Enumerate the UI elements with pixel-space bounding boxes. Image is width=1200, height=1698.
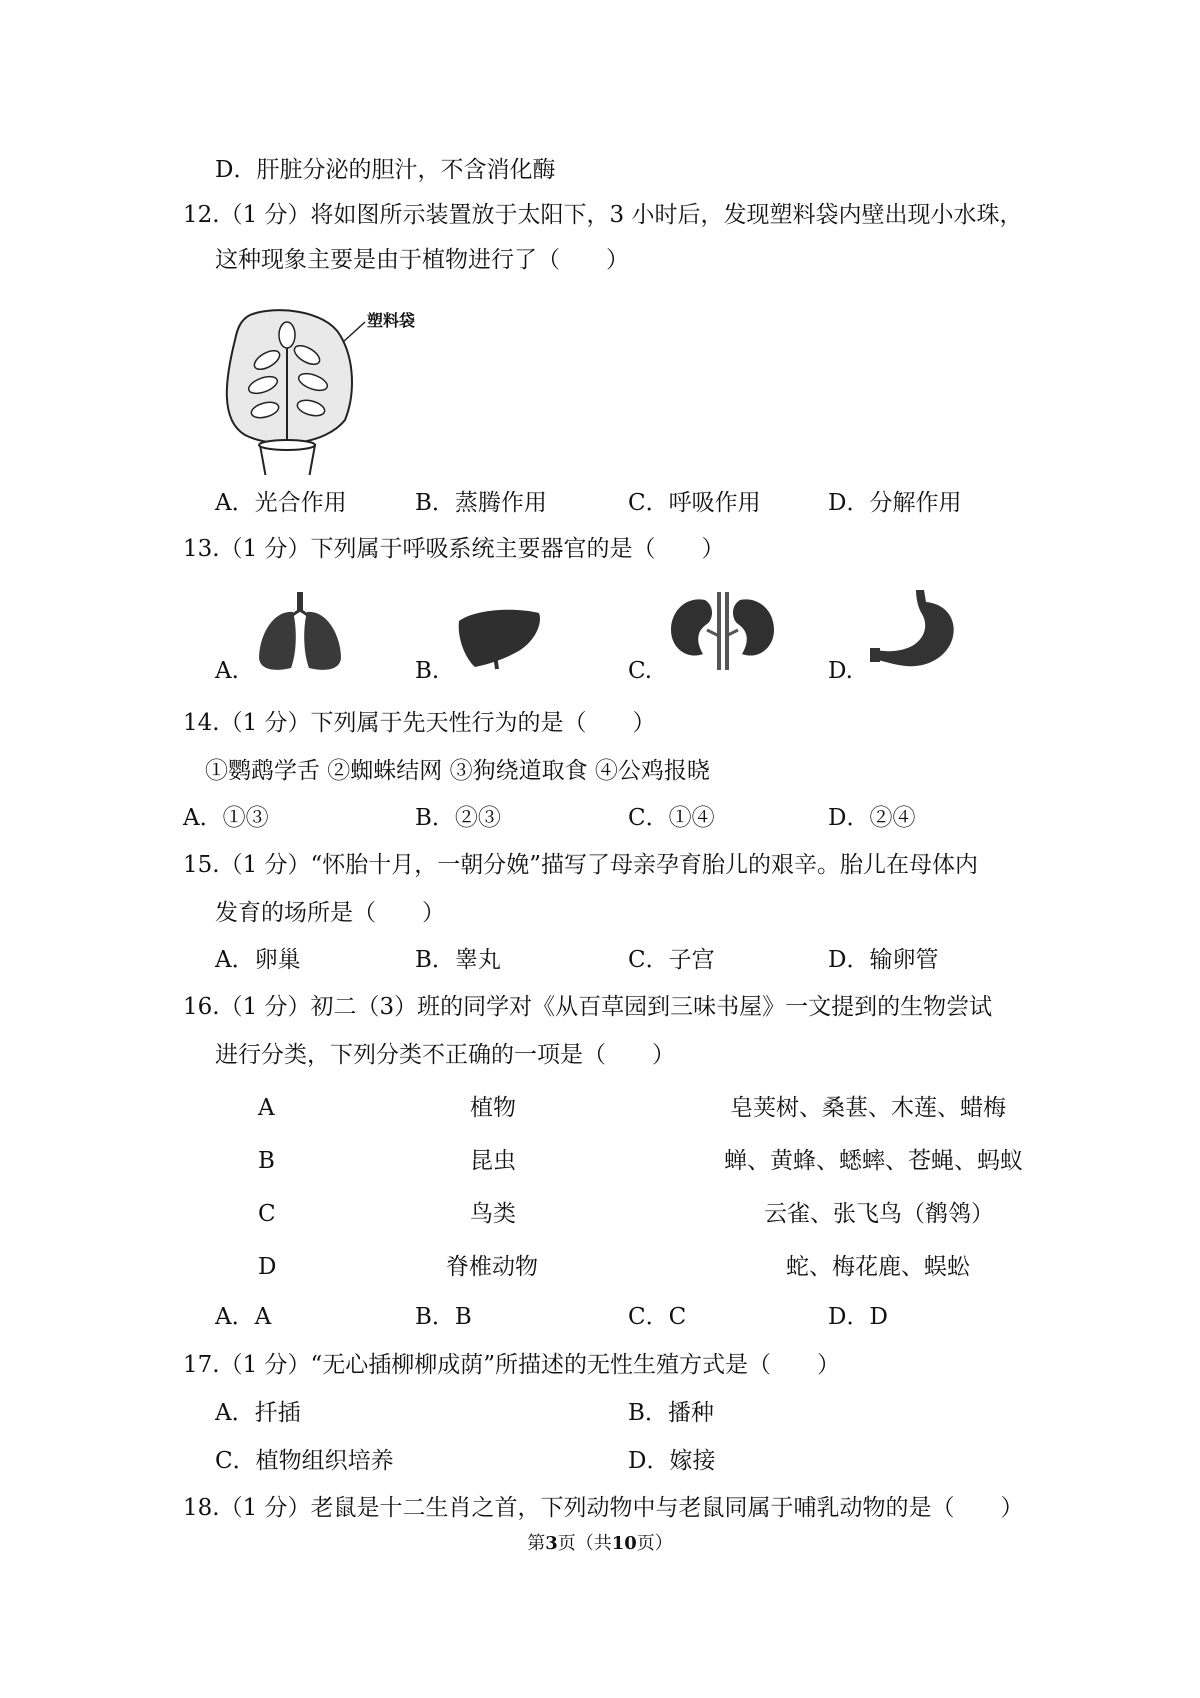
q14-option-c[interactable]: C．①④ bbox=[628, 805, 715, 831]
q15-stem-line2: 发育的场所是（ ） bbox=[215, 900, 445, 926]
footer-suffix: 页） bbox=[636, 1533, 673, 1554]
q14-option-d[interactable]: D．②④ bbox=[828, 805, 916, 831]
q15-option-d[interactable]: D．输卵管 bbox=[828, 947, 939, 973]
q12-stem-line1: 12.（1 分）将如图所示装置放于太阳下，3 小时后，发现塑料袋内壁出现小水珠， bbox=[183, 202, 1023, 228]
table-row-b-category: 昆虫 bbox=[470, 1148, 516, 1174]
table-row-d-examples: 蛇、梅花鹿、蜈蚣 bbox=[786, 1254, 970, 1280]
q15-option-a[interactable]: A．卵巢 bbox=[215, 947, 301, 973]
q14-option-b[interactable]: B．②③ bbox=[415, 805, 501, 831]
q16-option-a[interactable]: A．A bbox=[215, 1304, 272, 1330]
table-row-c-category: 鸟类 bbox=[470, 1201, 516, 1227]
q18-stem: 18.（1 分）老鼠是十二生肖之首，下列动物中与老鼠同属于哺乳动物的是（ ） bbox=[183, 1495, 1024, 1521]
footer-prefix: 第 bbox=[527, 1533, 546, 1554]
plant-in-plastic-bag-figure bbox=[215, 300, 445, 475]
q15-stem-line1: 15.（1 分）“怀胎十月，一朝分娩”描写了母亲孕育胎儿的艰辛。胎儿在母体内 bbox=[183, 852, 979, 878]
q16-stem-line2: 进行分类，下列分类不正确的一项是（ ） bbox=[215, 1042, 675, 1068]
q12-option-b[interactable]: B．蒸腾作用 bbox=[415, 490, 547, 516]
page-footer bbox=[0, 1532, 1200, 1556]
q14-items: ①鹦鹉学舌 ②蜘蛛结网 ③狗绕道取食 ④公鸡报晓 bbox=[205, 758, 710, 784]
q16-option-c[interactable]: C．C bbox=[628, 1304, 687, 1330]
q11-option-d: D．肝脏分泌的胆汁，不含消化酶 bbox=[215, 157, 556, 183]
footer-total-pages: 10 bbox=[611, 1533, 637, 1554]
figure-label-plastic-bag: 塑料袋 bbox=[367, 313, 416, 330]
q17-option-b[interactable]: B．播种 bbox=[628, 1400, 714, 1426]
table-row-d-category: 脊椎动物 bbox=[446, 1254, 538, 1280]
liver-icon bbox=[455, 603, 545, 671]
kidneys-icon bbox=[665, 592, 780, 670]
stomach-icon bbox=[868, 588, 958, 670]
q16-stem-line1: 16.（1 分）初二（3）班的同学对《从百草园到三味书屋》一文提到的生物尝试 bbox=[183, 994, 993, 1020]
q15-option-b[interactable]: B．睾丸 bbox=[415, 947, 501, 973]
q15-option-c[interactable]: C．子宫 bbox=[628, 947, 715, 973]
table-row-c-letter: C bbox=[258, 1201, 276, 1227]
table-row-a-examples: 皂荚树、桑葚、木莲、蜡梅 bbox=[730, 1095, 1006, 1121]
q17-stem: 17.（1 分）“无心插柳柳成荫”所描述的无性生殖方式是（ ） bbox=[183, 1352, 841, 1378]
table-row-b-letter: B bbox=[258, 1148, 275, 1174]
q12-option-d[interactable]: D．分解作用 bbox=[828, 490, 962, 516]
q12-stem-line2: 这种现象主要是由于植物进行了（ ） bbox=[215, 247, 629, 273]
q17-option-d[interactable]: D．嫁接 bbox=[628, 1448, 716, 1474]
q13-option-c[interactable]: C. bbox=[628, 658, 653, 684]
q14-option-a[interactable]: A．①③ bbox=[183, 805, 269, 831]
lungs-icon bbox=[255, 592, 345, 674]
q12-option-a[interactable]: A．光合作用 bbox=[215, 490, 347, 516]
table-row-a-category: 植物 bbox=[470, 1095, 516, 1121]
table-row-b-examples: 蝉、黄蜂、蟋蟀、苍蝇、蚂蚁 bbox=[724, 1148, 1023, 1174]
q14-stem: 14.（1 分）下列属于先天性行为的是（ ） bbox=[183, 710, 656, 736]
q12-option-c[interactable]: C．呼吸作用 bbox=[628, 490, 761, 516]
table-row-a-letter: A bbox=[258, 1095, 275, 1121]
q17-option-a[interactable]: A．扦插 bbox=[215, 1400, 301, 1426]
q17-option-c[interactable]: C．植物组织培养 bbox=[215, 1448, 394, 1474]
q13-stem: 13.（1 分）下列属于呼吸系统主要器官的是（ ） bbox=[183, 536, 725, 562]
footer-mid: 页（共 bbox=[557, 1533, 612, 1554]
q16-option-b[interactable]: B．B bbox=[415, 1304, 472, 1330]
q13-option-d[interactable]: D. bbox=[828, 658, 853, 684]
table-row-d-letter: D bbox=[258, 1254, 277, 1280]
q13-option-a[interactable]: A. bbox=[215, 658, 239, 684]
table-row-c-examples: 云雀、张飞鸟（鹡鸰） bbox=[764, 1201, 994, 1227]
q13-option-b[interactable]: B. bbox=[415, 658, 440, 684]
q16-option-d[interactable]: D．D bbox=[828, 1304, 888, 1330]
footer-page-number: 3 bbox=[545, 1533, 558, 1554]
